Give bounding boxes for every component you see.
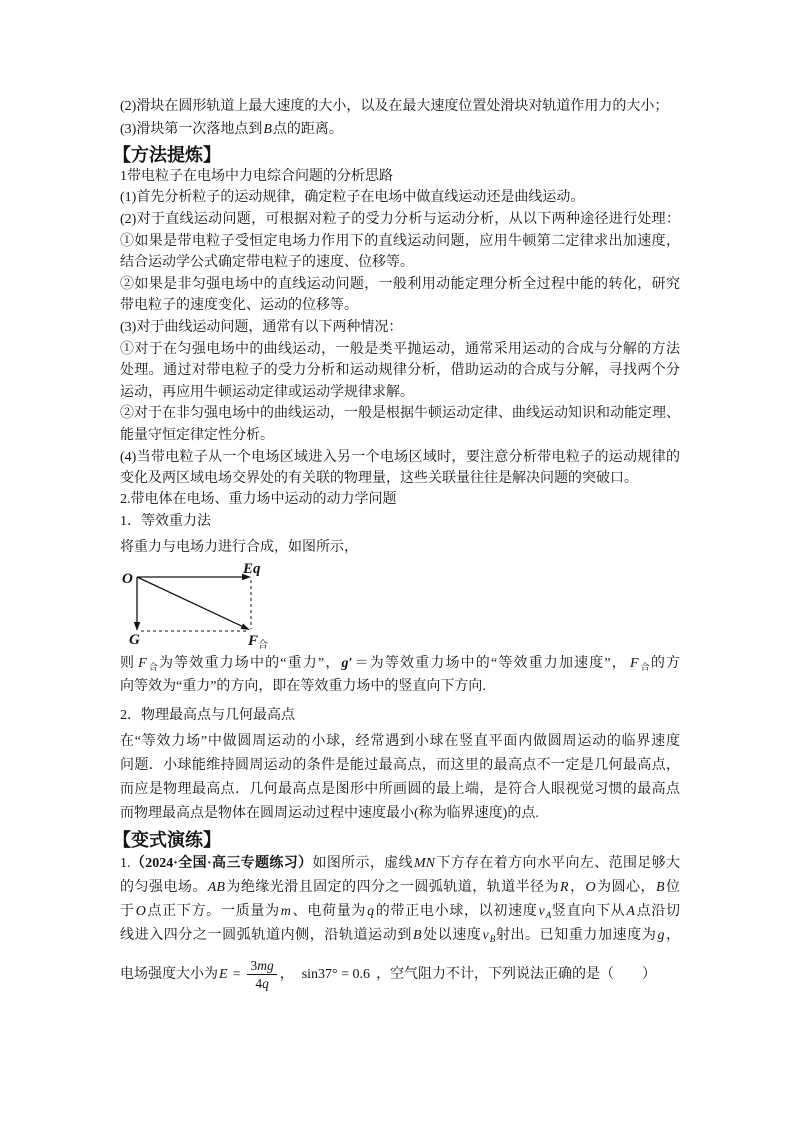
problem-part-3-text: (3)滑块第一次落地点到 [120, 122, 263, 137]
subtopic-2-line-4: 而物理最高点是物体在圆周运动过程中速度最小(称为临界速度)的点. [120, 806, 539, 821]
question-text: 点沿切 [635, 904, 681, 919]
point-b-symbol: B [656, 880, 665, 895]
resultant-force-arrowhead [241, 624, 250, 631]
subtopic-2-line-2: 问题．小球能维持圆周运动的条件是能过最高点，而这里的最高点不一定是几何最高点， [120, 758, 680, 773]
label-origin: O [122, 571, 133, 587]
question-text: 于 [120, 904, 135, 919]
numerator-variables: mg [257, 958, 274, 974]
resultant-force-arrow [137, 577, 243, 627]
topic-1-line-6: 带电粒子的速度变化、运动的位移等。 [120, 298, 358, 313]
question-text: 、电荷量为 [291, 904, 367, 919]
question-text: 位 [665, 880, 681, 895]
topic-1-line-2: (2)对于直线运动问题，可根据对粒子的受力分析与运动分析，从以下两种途径进行处理： [120, 212, 680, 227]
label-electric-force: Eq [243, 561, 261, 577]
question-text: 的带正电小球，以初速度 [375, 904, 538, 919]
subtopic-2-line-3: 而应是物理最高点．几何最高点是图形中所画圆的最上端，是符合人眼视觉习惯的最高点 [120, 782, 680, 797]
question-text: 如图所示，虚线 [312, 856, 413, 871]
question-1-line-3 [120, 901, 680, 923]
explain-text: 则 [120, 656, 136, 671]
topic-1-line-11: ②对于在非匀强电场中的曲线运动，一般是根据牛顿运动定律、曲线运动知识和动能定理、 [120, 406, 680, 421]
question-text: 的匀强电场。 [120, 880, 207, 895]
question-number: 1. [120, 856, 131, 871]
point-a-symbol: A [626, 904, 635, 919]
velocity-symbol: v [482, 928, 489, 943]
question-text: 处以速度 [422, 928, 482, 943]
problem-part-3-text-end: 点的距离。 [272, 122, 343, 137]
topic-1-line-8: ①对于在匀强电场中的曲线运动，一般是类平抛运动，通常采用运动的合成与分解的方法 [120, 342, 680, 357]
center-o-symbol: O [585, 880, 596, 895]
point-b-symbol: B [412, 928, 422, 943]
field-strength-symbol: E [219, 967, 228, 982]
gravity-acceleration-symbol: g [657, 928, 665, 943]
topic-1-line-12: 能量守恒定律定性分析。 [120, 428, 274, 443]
point-b-symbol: B [263, 122, 272, 137]
problem-part-3 [120, 119, 343, 141]
question-text: 为绝缘光滑且固定的四分之一圆弧轨道，轨道半径为 [225, 880, 560, 895]
center-o-symbol: O [135, 904, 146, 919]
method-heading: 【方法提炼】 [113, 145, 221, 165]
label-resultant-force: F [248, 633, 259, 649]
line-mn-symbol: MN [413, 856, 435, 871]
question-text: 电场强度大小为 [120, 967, 218, 982]
label-resultant-subscript: 合 [258, 640, 268, 650]
charge-symbol: q [367, 904, 375, 919]
question-1-line-5 [120, 953, 656, 997]
problem-part-2: (2)滑块在圆形轨道上最大速度的大小，以及在最大速度位置处滑块对轨道作用力的大小； [120, 99, 669, 114]
fraction-numerator [247, 958, 276, 975]
explain-text: ＝为等效重力场中的“等效重力加速度”， [353, 656, 627, 671]
topic-2-title: 2.带电体在电场、重力场中运动的动力学问题 [120, 492, 397, 507]
fraction-denominator [252, 975, 272, 991]
question-text: ， [665, 928, 681, 943]
topic-1-line-10: 运动，再应用牛顿运动定律或运动学规律求解。 [120, 385, 414, 400]
velocity-symbol: v [538, 904, 545, 919]
question-text: 点正下方。一质量为 [146, 904, 280, 919]
resultant-force-subscript: 合 [147, 662, 160, 672]
subtopic-2-line-1: 在“等效力场”中做圆周运动的小球，经常遇到小球在竖直平面内做圆周运动的临界速度 [120, 734, 680, 749]
label-gravity: G [129, 632, 140, 648]
question-text: 竖直向下从 [551, 904, 626, 919]
denominator-coefficient: 4 [255, 976, 263, 992]
field-strength-fraction [247, 958, 276, 991]
mass-symbol: m [280, 904, 291, 919]
numerator-coefficient: 3 [250, 958, 258, 974]
topic-1-line-9: 处理。通过对带电粒子的受力分析和运动规律分析，借助运动的合成与分解，寻找两个分 [120, 363, 680, 378]
subtopic-1-title: 1．等效重力法 [120, 514, 211, 529]
question-text: 为圆心， [596, 880, 655, 895]
resultant-force-symbol: F [629, 656, 639, 671]
gravity-arrowhead [134, 622, 140, 631]
topic-1-title: 1带电粒子在电场中力电综合问题的分析思路 [120, 169, 393, 184]
topic-1-line-3: ①如果是带电粒子受恒定电场力作用下的直线运动问题，应用牛顿第二定律求出加速度， [120, 234, 680, 249]
topic-1-line-14: 变化及两区域电场交界处的有关联的物理量，这些关联量往往是解决问题的突破口。 [120, 471, 638, 486]
question-text: 线进入四分之一圆弧轨道内侧，沿轨道运动到 [120, 928, 412, 943]
topic-1-line-4: 结合运动学公式确定带电粒子的速度、位移等。 [120, 255, 414, 270]
question-1-line-4 [120, 925, 680, 947]
topic-1-line-13: (4)当带电粒子从一个电场区域进入另一个电场区域时，要注意分析带电粒子的运动规律的 [120, 450, 680, 465]
subtopic-1-intro: 将重力与电场力进行合成，如图所示， [120, 540, 358, 555]
topic-1-line-1: (1)首先分析粒子的运动规律，确定粒子在电场中做直线运动还是曲线运动。 [120, 190, 585, 205]
subtopic-2-title: 2．物理最高点与几何最高点 [120, 708, 295, 723]
given-sine-value: sin37° = 0.6 [301, 967, 371, 982]
question-text: ， [569, 880, 585, 895]
question-text: 射出。已知重力加速度为 [495, 928, 657, 943]
topic-1-line-5: ②如果是非匀强电场中的直线运动问题，一般利用动能定理分析全过程中能的转化，研究 [120, 277, 680, 292]
question-text: ，空气阻力不计，下列说法正确的是（ ） [376, 967, 657, 982]
question-text: ， [279, 967, 294, 982]
velocity-subscript-a: A [545, 910, 552, 920]
question-source: （2024·全国·高三专题练习） [130, 856, 313, 871]
equivalent-g-symbol: g′ [341, 656, 353, 671]
equivalent-gravity-diagram [110, 556, 280, 650]
subtopic-1-explain-line-2: 向等效为“重力”的方向，即在等效重力场中的竖直向下方向. [120, 679, 486, 694]
practice-heading: 【变式演练】 [113, 830, 221, 850]
explain-text: 为等效重力场中的“重力”， [159, 656, 341, 671]
velocity-subscript-b: B [489, 934, 496, 944]
radius-symbol: R [560, 880, 569, 895]
equals-sign: = [232, 967, 241, 982]
question-text: 下方存在着方向水平向左、范围足够大 [435, 856, 681, 871]
resultant-force-subscript: 合 [639, 662, 651, 672]
topic-1-line-7: (3)对于曲线运动问题，通常有以下两种情况： [120, 320, 403, 335]
denominator-variable: q [262, 976, 269, 992]
subtopic-1-explain-line-1 [120, 653, 680, 675]
question-1-line-1 [120, 853, 680, 875]
question-1-line-2 [120, 877, 680, 899]
resultant-force-symbol: F [138, 656, 147, 671]
arc-ab-symbol: AB [207, 880, 225, 895]
explain-text: 的方 [650, 656, 680, 671]
